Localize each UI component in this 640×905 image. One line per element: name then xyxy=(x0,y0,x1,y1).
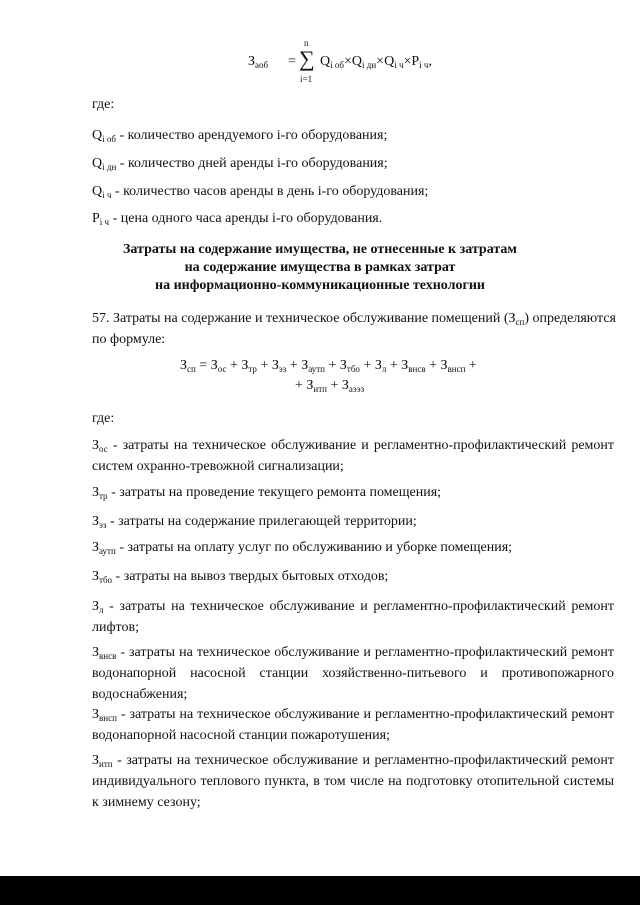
definition-subscript: эз xyxy=(99,520,107,530)
definition-item xyxy=(92,208,616,229)
definition-text: - затраты на техническое обслуживание и регламентно-профилактический ремонт водонапорной насосной станции хозяйственно-питьевого и противопожарного водоснабжения; xyxy=(92,645,614,702)
definition-subscript: тр xyxy=(99,491,108,501)
definition-item xyxy=(92,566,614,587)
formula-equipment-rental xyxy=(248,38,448,88)
formula-subscript: тбо xyxy=(346,364,360,374)
formula-subscript: аоб xyxy=(255,60,269,70)
definition-subscript: ос xyxy=(99,444,108,454)
plus-sign: + xyxy=(325,358,340,373)
where-label: где: xyxy=(92,97,115,112)
definition-text: - затраты на оплату услуг по обслуживанию и уборке помещения; xyxy=(115,540,513,555)
definition-subscript: i ч xyxy=(102,190,112,200)
formula-subscript: итп xyxy=(313,384,327,394)
formula-symbol: З xyxy=(341,378,349,393)
definition-text: - затраты на техническое обслуживание и регламентно-профилактический ремонт водонапорной насосной станции пожаротушения; xyxy=(92,707,614,743)
definition-symbol: P xyxy=(92,211,100,226)
formula-symbol: З xyxy=(440,358,448,373)
formula-symbol: З xyxy=(210,358,218,373)
formula-symbol: З xyxy=(241,358,249,373)
plus-sign: + xyxy=(226,358,242,373)
definition-symbol: З xyxy=(92,645,100,660)
equals-sign: = xyxy=(195,358,211,373)
formula-subscript: тр xyxy=(248,364,257,374)
definition-text: - затраты на содержание прилегающей территории; xyxy=(106,514,417,529)
plus-sign: + xyxy=(359,358,375,373)
definition-item xyxy=(92,181,616,202)
definition-symbol: З xyxy=(92,438,100,453)
formula-subscript: ос xyxy=(217,364,227,374)
plus-sign: + xyxy=(286,358,302,373)
formula-subscript: эз xyxy=(278,364,287,374)
definition-symbol: З xyxy=(92,707,100,722)
plus-sign: + xyxy=(295,378,307,393)
definition-text: - затраты на техническое обслуживание и регламентно-профилактический ремонт индивидуального теплового пункта, в том числе на подготовку отопительной системы к зимнему сезону; xyxy=(92,753,614,810)
formula-symbol: З xyxy=(306,378,314,393)
definition-text: - затраты на вывоз твердых бытовых отходов; xyxy=(112,569,389,584)
plus-sign: + xyxy=(256,358,272,373)
definition-symbol: Q xyxy=(92,184,103,199)
definition-item xyxy=(92,537,614,558)
paragraph-57: 57. Затраты на содержание и техническое обслуживание помещений $(З_{сп})$ определяются по формуле: xyxy=(92,311,616,347)
definition-item xyxy=(92,596,614,638)
definition-item xyxy=(92,153,616,174)
definition-symbol: З xyxy=(92,540,100,555)
definition-item xyxy=(92,125,616,146)
plus-sign: + xyxy=(386,358,402,373)
equals-sign: = xyxy=(288,54,296,69)
where-label-2: где: xyxy=(92,411,115,426)
definition-item xyxy=(92,482,614,503)
sum-symbol: ∑ xyxy=(299,46,315,71)
formula-subscript: внсп xyxy=(447,364,466,374)
definition-subscript: аутп xyxy=(99,546,116,556)
definition-subscript: тбо xyxy=(99,575,113,585)
formula-symbol: З xyxy=(248,54,256,69)
plus-sign: + xyxy=(425,358,441,373)
definition-text: - количество часов аренды в день i-го оборудования; xyxy=(111,184,429,199)
definition-item xyxy=(92,704,614,746)
definition-text: - количество арендуемого i-го оборудования; xyxy=(115,128,388,143)
definition-item xyxy=(92,511,614,532)
heading-line: Затраты на содержание имущества, не отнесенные к затратам xyxy=(123,242,517,257)
formula-subscript: внсв xyxy=(408,364,426,374)
definition-symbol: Q xyxy=(92,128,103,143)
definition-subscript: i об xyxy=(102,134,116,144)
definition-subscript: итп xyxy=(99,759,113,769)
heading-line: на содержание имущества в рамках затрат xyxy=(184,260,456,275)
sum-upper-limit: n xyxy=(304,38,309,48)
formula-symbol: З xyxy=(339,358,347,373)
sum-lower-limit: i=1 xyxy=(300,74,313,84)
formula-line-2 xyxy=(295,378,364,394)
definition-subscript: внсв xyxy=(99,651,117,661)
definition-symbol: Q xyxy=(92,156,103,171)
formula-symbol: З xyxy=(374,358,382,373)
definition-text: - цена одного часа аренды i-го оборудования. xyxy=(109,211,383,226)
formula-line-1 xyxy=(180,358,477,374)
formula-symbol: З xyxy=(271,358,279,373)
definition-text: - затраты на техническое обслуживание и регламентно-профилактический ремонт лифтов; xyxy=(92,599,614,635)
definition-text: - затраты на техническое обслуживание и регламентно-профилактический ремонт систем охранно-тревожной сигнализации; xyxy=(92,438,614,474)
definition-subscript: внсп xyxy=(99,713,117,723)
scan-bottom-bar xyxy=(0,876,640,905)
heading-line: на информационно-коммуникационные технологии xyxy=(155,278,485,293)
plus-sign: + xyxy=(327,378,342,393)
formula-subscript: л xyxy=(381,364,387,374)
definition-item xyxy=(92,750,614,813)
definition-symbol: З xyxy=(92,514,100,529)
definition-text: - количество дней аренды i-го оборудования; xyxy=(116,156,388,171)
formula-symbol: З xyxy=(180,358,188,373)
formula-subscript: сп xyxy=(187,364,196,374)
definition-symbol: З xyxy=(92,599,100,614)
formula-subscript: аутп xyxy=(308,364,325,374)
plus-sign: + xyxy=(465,358,477,373)
definition-text: - затраты на проведение текущего ремонта помещения; xyxy=(107,485,442,500)
definition-item xyxy=(92,435,614,477)
definition-subscript: л xyxy=(99,605,104,615)
definition-symbol: З xyxy=(92,569,100,584)
formula-subscript: аээз xyxy=(348,384,365,394)
definition-symbol: З xyxy=(92,485,100,500)
formula-symbol: З xyxy=(401,358,409,373)
formula-symbol: З xyxy=(301,358,309,373)
definition-subscript: i дн xyxy=(102,162,117,172)
formula-product: $Q_{i об}\times Q_{i дн}\times Q_{i ч}\times P_{i ч}$, xyxy=(320,54,432,70)
definition-item xyxy=(92,642,614,705)
definition-subscript: i ч xyxy=(99,217,110,227)
definition-symbol: З xyxy=(92,753,100,768)
formula-premises-costs xyxy=(180,358,520,398)
